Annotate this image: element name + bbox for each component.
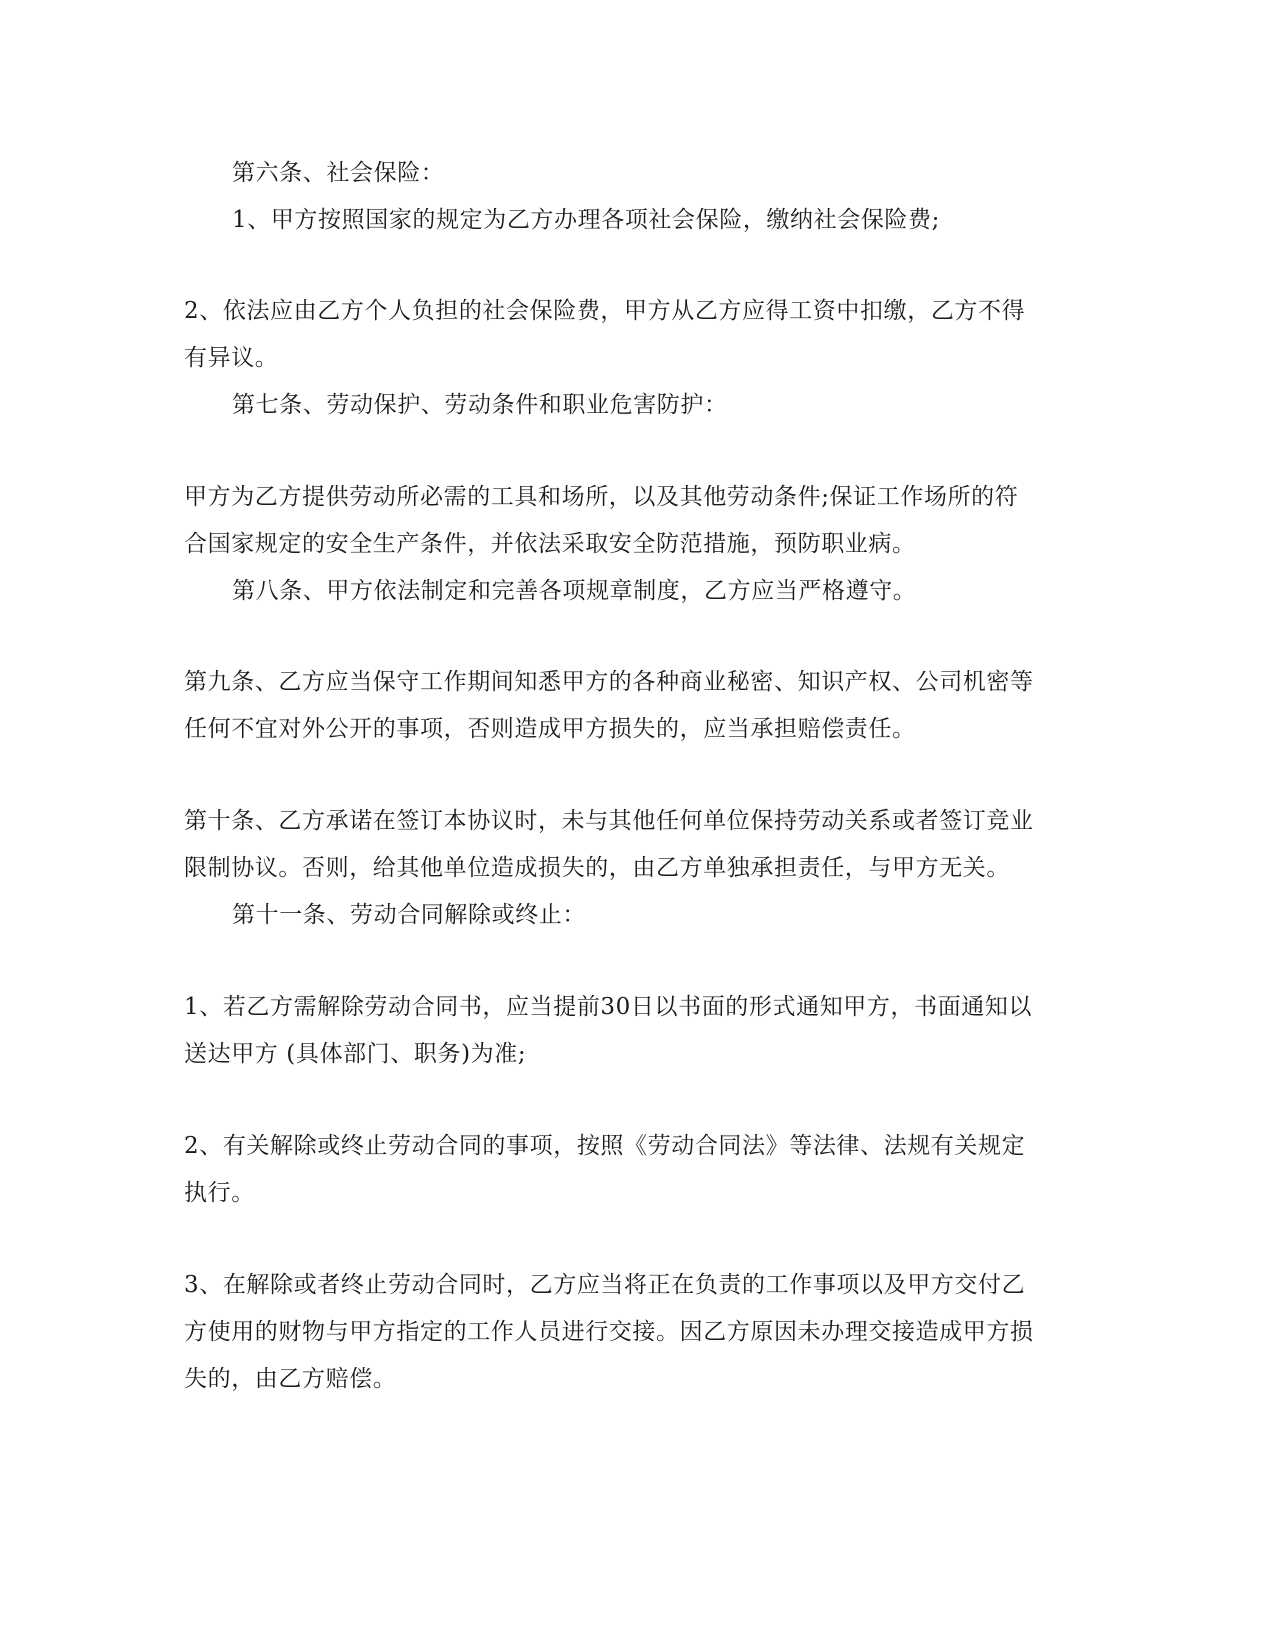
article-11-clause-3-line-3: 失的，由乙方赔偿。 xyxy=(184,1366,397,1392)
article-6-clause-1: 1、甲方按照国家的规定为乙方办理各项社会保险，缴纳社会保险费; xyxy=(232,207,940,233)
article-9-line-2: 任何不宜对外公开的事项，否则造成甲方损失的，应当承担赔偿责任。 xyxy=(184,716,916,742)
article-7-body-line-2: 合国家规定的安全生产条件，并依法采取安全防范措施，预防职业病。 xyxy=(184,531,916,557)
article-11-heading: 第十一条、劳动合同解除或终止： xyxy=(232,902,586,928)
article-6-clause-2-line-2: 有异议。 xyxy=(184,345,279,371)
article-11-clause-1-line-2: 送达甲方 (具体部门、职务)为准; xyxy=(184,1041,527,1067)
article-8-text: 第八条、甲方依法制定和完善各项规章制度，乙方应当严格遵守。 xyxy=(232,578,917,604)
article-6-heading: 第六条、社会保险： xyxy=(232,160,445,186)
article-10-line-2: 限制协议。否则，给其他单位造成损失的，由乙方单独承担责任，与甲方无关。 xyxy=(184,855,1010,881)
article-11-clause-1-line-1: 1、若乙方需解除劳动合同书，应当提前30日以书面的形式通知甲方，书面通知以 xyxy=(184,994,1033,1020)
article-7-body-line-1: 甲方为乙方提供劳动所必需的工具和场所，以及其他劳动条件;保证工作场所的符 xyxy=(184,484,1019,510)
article-9-line-1: 第九条、乙方应当保守工作期间知悉甲方的各种商业秘密、知识产权、公司机密等 xyxy=(184,669,1034,695)
article-6-clause-2-line-1: 2、依法应由乙方个人负担的社会保险费，甲方从乙方应得工资中扣缴，乙方不得 xyxy=(184,298,1026,324)
article-11-clause-2-line-2: 执行。 xyxy=(184,1180,255,1206)
article-11-clause-3-line-2: 方使用的财物与甲方指定的工作人员进行交接。因乙方原因未办理交接造成甲方损 xyxy=(184,1319,1034,1345)
article-11-clause-2-line-1: 2、有关解除或终止劳动合同的事项，按照《劳动合同法》等法律、法规有关规定 xyxy=(184,1133,1026,1159)
article-11-clause-3-line-1: 3、在解除或者终止劳动合同时，乙方应当将正在负责的工作事项以及甲方交付乙 xyxy=(184,1272,1026,1298)
article-7-heading: 第七条、劳动保护、劳动条件和职业危害防护： xyxy=(232,392,728,418)
article-10-line-1: 第十条、乙方承诺在签订本协议时，未与其他任何单位保持劳动关系或者签订竞业 xyxy=(184,808,1034,834)
